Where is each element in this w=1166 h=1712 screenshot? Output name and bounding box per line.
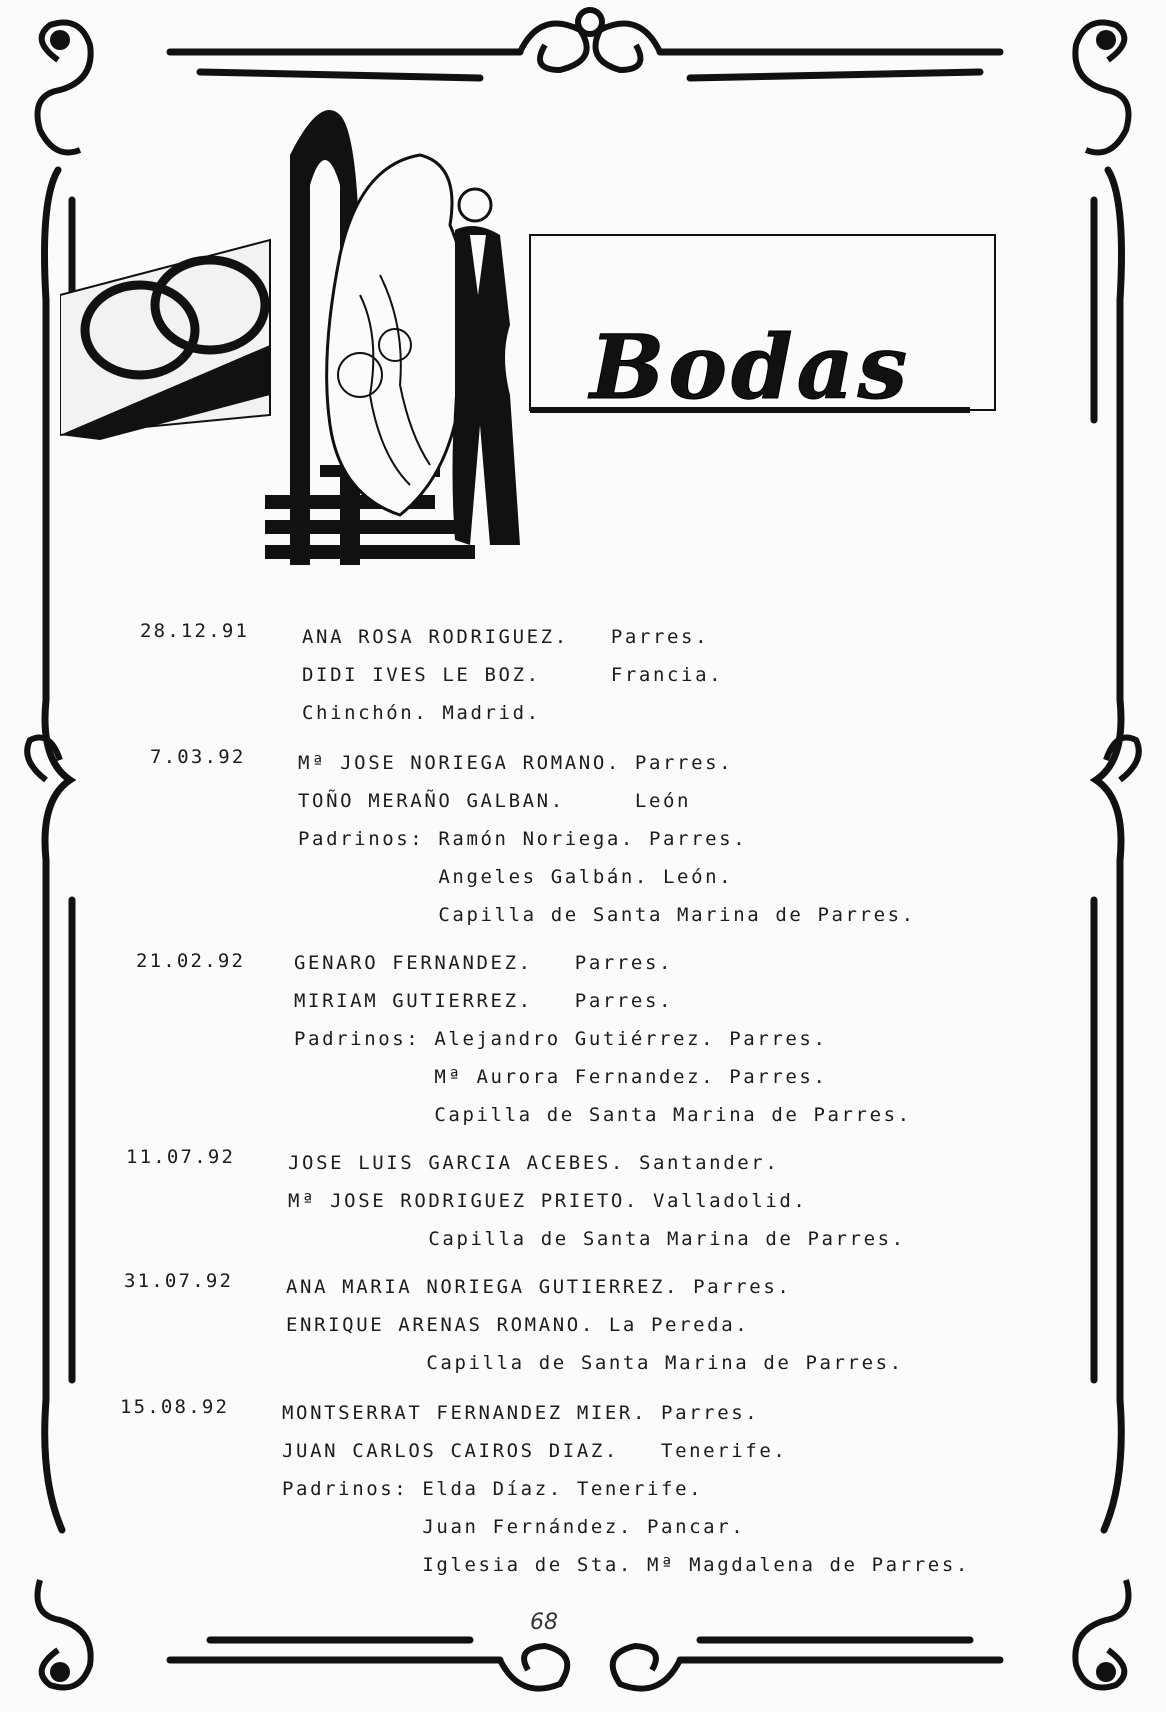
entry-line: Chinchón. Madrid. xyxy=(302,702,541,724)
entry-line: Padrinos: Elda Díaz. Tenerife. xyxy=(282,1478,704,1500)
entry-line: MIRIAM GUTIERREZ. Parres. xyxy=(294,990,674,1012)
entry-date: 7.03.92 xyxy=(150,746,246,768)
entry-date: 21.02.92 xyxy=(136,950,246,972)
entry-line: JOSE LUIS GARCIA ACEBES. Santander. xyxy=(288,1152,780,1174)
entry-line: ANA ROSA RODRIGUEZ. Parres. xyxy=(302,626,710,648)
page-number: 68 xyxy=(530,1610,558,1635)
entry-line: ENRIQUE ARENAS ROMANO. La Pereda. xyxy=(286,1314,750,1336)
entry-line: Iglesia de Sta. Mª Magdalena de Parres. xyxy=(282,1554,970,1576)
entry-line: JUAN CARLOS CAIROS DIAZ. Tenerife. xyxy=(282,1440,788,1462)
entry-date: 31.07.92 xyxy=(124,1270,234,1292)
entry-line: Padrinos: Ramón Noriega. Parres. xyxy=(298,828,748,850)
entry-line: ANA MARIA NORIEGA GUTIERREZ. Parres. xyxy=(286,1276,792,1298)
entry-line: Mª Aurora Fernandez. Parres. xyxy=(294,1066,828,1088)
page-title: Bodas xyxy=(590,315,912,419)
entry-line: Padrinos: Alejandro Gutiérrez. Parres. xyxy=(294,1028,828,1050)
entry-date: 28.12.91 xyxy=(140,620,250,642)
entry-line: MONTSERRAT FERNANDEZ MIER. Parres. xyxy=(282,1402,760,1424)
entry-date: 11.07.92 xyxy=(126,1146,236,1168)
entry-line: Capilla de Santa Marina de Parres. xyxy=(294,1104,912,1126)
entry-date: 15.08.92 xyxy=(120,1396,230,1418)
entry-line: Capilla de Santa Marina de Parres. xyxy=(298,904,916,926)
entry-line: DIDI IVES LE BOZ. Francia. xyxy=(302,664,724,686)
entry-line: Mª JOSE RODRIGUEZ PRIETO. Valladolid. xyxy=(288,1190,808,1212)
entry-line: TOÑO MERAÑO GALBAN. León xyxy=(298,790,692,812)
entry-line: Capilla de Santa Marina de Parres. xyxy=(288,1228,906,1250)
entry-line: Angeles Galbán. León. xyxy=(298,866,734,888)
entry-line: Capilla de Santa Marina de Parres. xyxy=(286,1352,904,1374)
entry-line: GENARO FERNANDEZ. Parres. xyxy=(294,952,674,974)
entry-line: Juan Fernández. Pancar. xyxy=(282,1516,746,1538)
entry-line: Mª JOSE NORIEGA ROMANO. Parres. xyxy=(298,752,734,774)
